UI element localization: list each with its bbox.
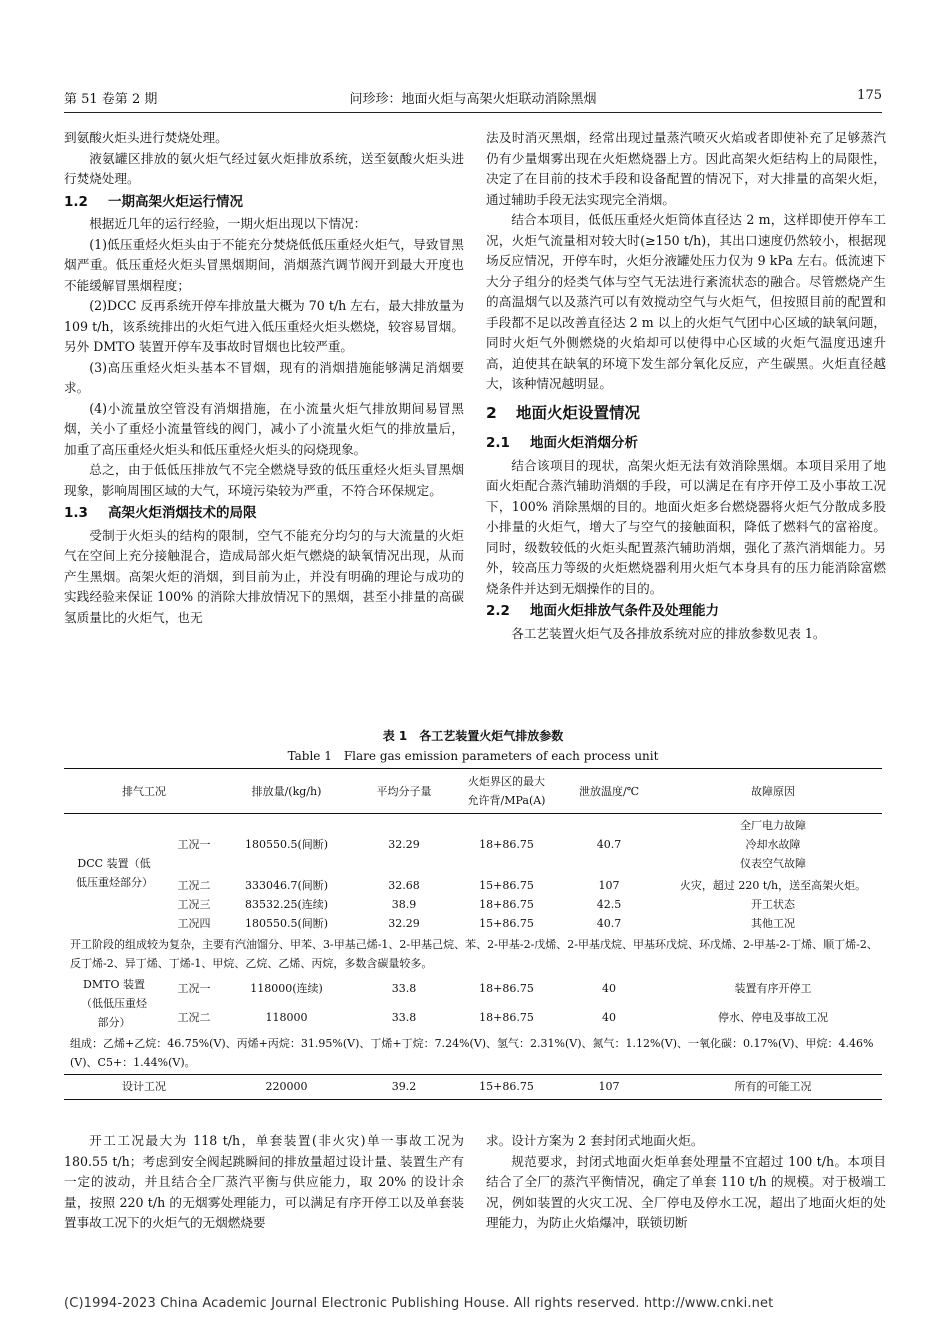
- cell: 33.8: [391, 1010, 417, 1024]
- flare-gas-table: [64, 768, 882, 1100]
- article-title-header: 问珍珍：地面火炬与高架火炬联动消除黑烟: [349, 92, 597, 107]
- paragraph: 受制于火炬头的结构的限制，空气不能充分均匀的与大流量的火炬气在空间上充分接触混合，造成局部火炬气燃烧的缺氧情况出现，从而产生黑烟。高架火炬的消烟，到目前为止，并没有明确的理论与成功的实践经验来保证 100% 的消除大排放情况下的黑烟，甚至小排量的高碳氢质量比的火炬气，也无: [64, 527, 464, 625]
- table-title-en: Table 1 Flare gas emission parameters of each process unit: [287, 749, 659, 763]
- section-heading-1-3: 1.3 高架火炬消烟技术的局限: [64, 505, 257, 521]
- col-header: 排气工况: [64, 769, 224, 814]
- cell: 15+86.75: [479, 878, 534, 892]
- paragraph: (3)高压重烃火炬头基本不冒烟，现有的消烟措施能够满足消烟要求。: [64, 359, 464, 395]
- cell: 工况四: [177, 916, 211, 930]
- cell: 40.7: [596, 916, 622, 930]
- cell: 开工状态: [751, 897, 795, 911]
- cell: 107: [598, 878, 620, 892]
- journal-volume: 第 51 卷第 2 期: [64, 92, 158, 107]
- cell: 停水、停电及事故工况: [718, 1010, 828, 1024]
- cell: 38.9: [391, 897, 417, 911]
- paragraph: 法及时消灭黑烟，经常出现过量蒸汽喷灭火焰或者即使补充了足够蒸汽仍有少量烟雾出现在火炬燃烧器上方。因此高架火炬结构上的局限性，决定了在目前的技术手段和设备配置的情况下，对大排量的高架火炬，通过辅助手段无法实现完全消烟。: [486, 130, 886, 207]
- cell: 118000: [265, 1010, 308, 1024]
- col-header: 故障原因: [664, 769, 882, 814]
- bottom-left-column: [64, 1131, 464, 1234]
- cell: 107: [554, 1074, 664, 1099]
- paragraph: 总之，由于低低压排放气不完全燃烧导致的低压重烃火炬头冒黑烟现象，影响周围区域的大气，环境污染较为严重，不符合环保规定。: [64, 462, 464, 498]
- paragraph: 求。设计方案为 2 套封闭式地面火炬。: [486, 1133, 704, 1148]
- copyright-footer: (C)1994-2023 China Academic Journal Electronic Publishing House. All rights reserved. http://www.cnki.net: [64, 1296, 774, 1311]
- composition-note: 开工阶段的组成较为复杂，主要有汽油馏分、甲苯、3-甲基己烯-1、2-甲基己烷、苯、2-甲基-2-戊烯、2-甲基戊烷、甲基环戊烷、环戊烯、2-甲基-2-丁烯、顺丁烯-2、反丁烯-2、异丁烯、丁烯-1、甲烷、乙烷、乙烯、丙烷，多数含碳量较多。: [70, 937, 878, 970]
- cell: 所有的可能工况: [664, 1074, 882, 1099]
- cell: 40.7: [596, 838, 622, 852]
- cell: 设计工况: [64, 1074, 224, 1099]
- cell: 32.29: [388, 838, 420, 852]
- cell: 40: [602, 982, 616, 996]
- paragraph: (2)DCC 反再系统开停车排放量大概为 70 t/h 左右，最大排放量为 109 t/h，该系统排出的火炬气进入低压重烃火炬头燃烧，较容易冒烟。另外 DMTO 装置开停车及事故时冒烟也比较严重。: [64, 298, 464, 354]
- cell: 装置有序开停工: [734, 982, 812, 996]
- cell: 118000(连续): [250, 982, 323, 996]
- table-title-cn: 表 1 各工艺装置火炬气排放参数: [382, 729, 564, 743]
- cell: 83532.25(连续): [244, 897, 329, 911]
- cell: 33.8: [391, 982, 417, 996]
- cell: 40: [602, 1010, 616, 1024]
- paragraph: 各工艺装置火炬气及各排放系统对应的排放参数见表 1。: [511, 625, 826, 641]
- cell: 180550.5(间断): [244, 838, 329, 852]
- section-heading-2-2: 2.2 地面火炬排放气条件及处理能力: [486, 603, 719, 619]
- cell: 333046.7(间断): [244, 878, 329, 892]
- table-note-row: [64, 1032, 882, 1075]
- paragraph: 开工工况最大为 118 t/h，单套装置(非火灾)单一事故工况为 180.55 t/h；考虑到安全阀起跳瞬间的排放量超过设计量、装置生产有一定的波动，并且结合全厂蒸汽平衡与供应能力，取 20% 的设计余量，按照 220 t/h 的无烟雾处理能力，可以满足有序开停工以及单套装置事故工况下的火炬气的无烟燃烧要: [64, 1133, 464, 1230]
- paragraph: 液氨罐区排放的氨火炬气经过氨火炬排放系统，送至氨酸火炬头进行焚烧处理。: [64, 150, 464, 186]
- paragraph: 根据近几年的运行经验，一期火炬出现以下情况：: [89, 216, 367, 231]
- cell: 32.29: [388, 916, 420, 930]
- cell: 15+86.75: [459, 1074, 554, 1099]
- header-rule: [64, 112, 882, 113]
- unit-cell: DMTO 装置（低低压重烃部分）: [81, 977, 147, 1029]
- cell: 火灾，超过 220 t/h，送至高架火炬。: [679, 878, 867, 892]
- table-row: [64, 1003, 882, 1032]
- bottom-right-column: [486, 1131, 886, 1234]
- cell: 其他工况: [751, 916, 795, 930]
- cell: 18+86.75: [479, 897, 534, 911]
- cell: 15+86.75: [479, 916, 534, 930]
- paragraph: (1)低压重烃火炬头由于不能充分焚烧低低压重烃火炬气，导致冒黑烟严重。低压重烃火炬头冒黑烟期间，消烟蒸汽调节阀开到最大开度也不能缓解冒黑烟程度；: [64, 236, 464, 293]
- page-number: 175: [857, 88, 882, 103]
- table-note-row: [64, 933, 882, 975]
- table-row: [64, 876, 882, 895]
- cell: 32.68: [388, 878, 420, 892]
- section-heading-2: 2 地面火炬设置情况: [486, 403, 641, 422]
- table-row: [64, 1074, 882, 1099]
- paragraph: 规范要求，封闭式地面火炬单套处理量不宜超过 100 t/h。本项目结合了全厂的蒸汽平衡情况，确定了单套 110 t/h 的规模。对于极端工况，例如装置的火灾工况、全厂停电及停水工况，超出了地面火炬的处理能力，为防止火焰爆冲，联锁切断: [486, 1153, 886, 1230]
- cell: 220000: [224, 1074, 349, 1099]
- unit-cell: DCC 装置（低低压重烃部分）: [76, 857, 153, 890]
- cell: 18+86.75: [479, 1010, 534, 1024]
- cell: 全厂电力故障 冷却水故障 仪表空气故障: [740, 819, 806, 871]
- cell: 工况二: [177, 1010, 211, 1024]
- section-heading-2-1: 2.1 地面火炬消烟分析: [486, 435, 638, 451]
- table-row: [64, 895, 882, 914]
- cell: 工况一: [177, 982, 211, 996]
- col-header: 泄放温度/℃: [554, 769, 664, 814]
- right-column: [486, 128, 886, 644]
- paragraph: (4)小流量放空管没有消烟措施，在小流量火炬气排放期间易冒黑烟，关小了重烃小流量管线的阀门，减小了小流量火炬气的排放量后，加重了高压重烃火炬头和低压重烃火炬头的闷烧现象。: [64, 400, 464, 457]
- table-row: [64, 914, 882, 933]
- cell: 工况一: [177, 838, 211, 852]
- cell: 18+86.75: [479, 982, 534, 996]
- table-row: [64, 975, 882, 1004]
- cell: 工况二: [177, 878, 211, 892]
- col-header: 火炬界区的最大允许背/MPa(A): [459, 769, 554, 814]
- cell: 18+86.75: [479, 838, 534, 852]
- cell: 42.5: [596, 897, 622, 911]
- col-header: 平均分子量: [349, 769, 459, 814]
- running-header: [64, 88, 882, 110]
- paragraph: 到氨酸火炬头进行焚烧处理。: [64, 130, 228, 145]
- section-heading-1-2: 1.2 一期高架火炬运行情况: [64, 193, 243, 210]
- cell: 工况三: [177, 897, 211, 911]
- cell: 39.2: [349, 1074, 459, 1099]
- composition-note: 组成：乙烯+乙烷：46.75%(V)、丙烯+丙烷：31.95%(V)、丁烯+丁烷：7.24%(V)、氢气：2.31%(V)、氮气：1.12%(V)、一氧化碳：0.17%(V)、甲烷：4.46%(V)、C5+：1.44%(V)。: [70, 1036, 874, 1069]
- cell: 180550.5(间断): [244, 916, 329, 930]
- col-header: 排放量/(kg/h): [224, 769, 349, 814]
- paragraph: 结合该项目的现状，高架火炬无法有效消除黑烟。本项目采用了地面火炬配合蒸汽辅助消烟的手段，可以满足在有序开停工及小事故工况下，100% 消除黑烟的目的。地面火炬多台燃烧器将火炬气分散成多股小排量的火炬气，增大了与空气的接触面积，降低了燃料气的富裕度。同时，级数较低的火炬头配置蒸汽辅助消烟，强化了蒸汽消烟能力。另外，较高压力等级的火炬燃烧器利用火炬气本身具有的压力能消除富燃烧条件并达到无烟操作的目的。: [486, 457, 886, 596]
- table-row: [64, 814, 882, 876]
- left-column: [64, 128, 464, 628]
- paragraph: 结合本项目，低低压重烃火炬筒体直径达 2 m，这样即使开停车工况，火炬气流量相对较大时(≥150 t/h)，其出口速度仍然较小，根据现场反应情况，开停车时，火炬分液罐处压力仅为 9 kPa 左右。低流速下大分子组分的烃类气体与空气无法进行紊流状态的融合。尽管燃烧产生的高温烟气以及蒸汽可以有效搅动空气与火炬气，但按照目前的配置和手段都不足以改善直径达 2 m 以上的火炬气气团中心区域的缺氧问题，同时火炬气外侧燃烧的火焰却可以使得中心区域的火炬气温度迅速升高，迫使其在缺氧的环境下发生部分氧化反应，产生碳黑。火炬直径越大，该种情况越明显。: [486, 212, 886, 391]
